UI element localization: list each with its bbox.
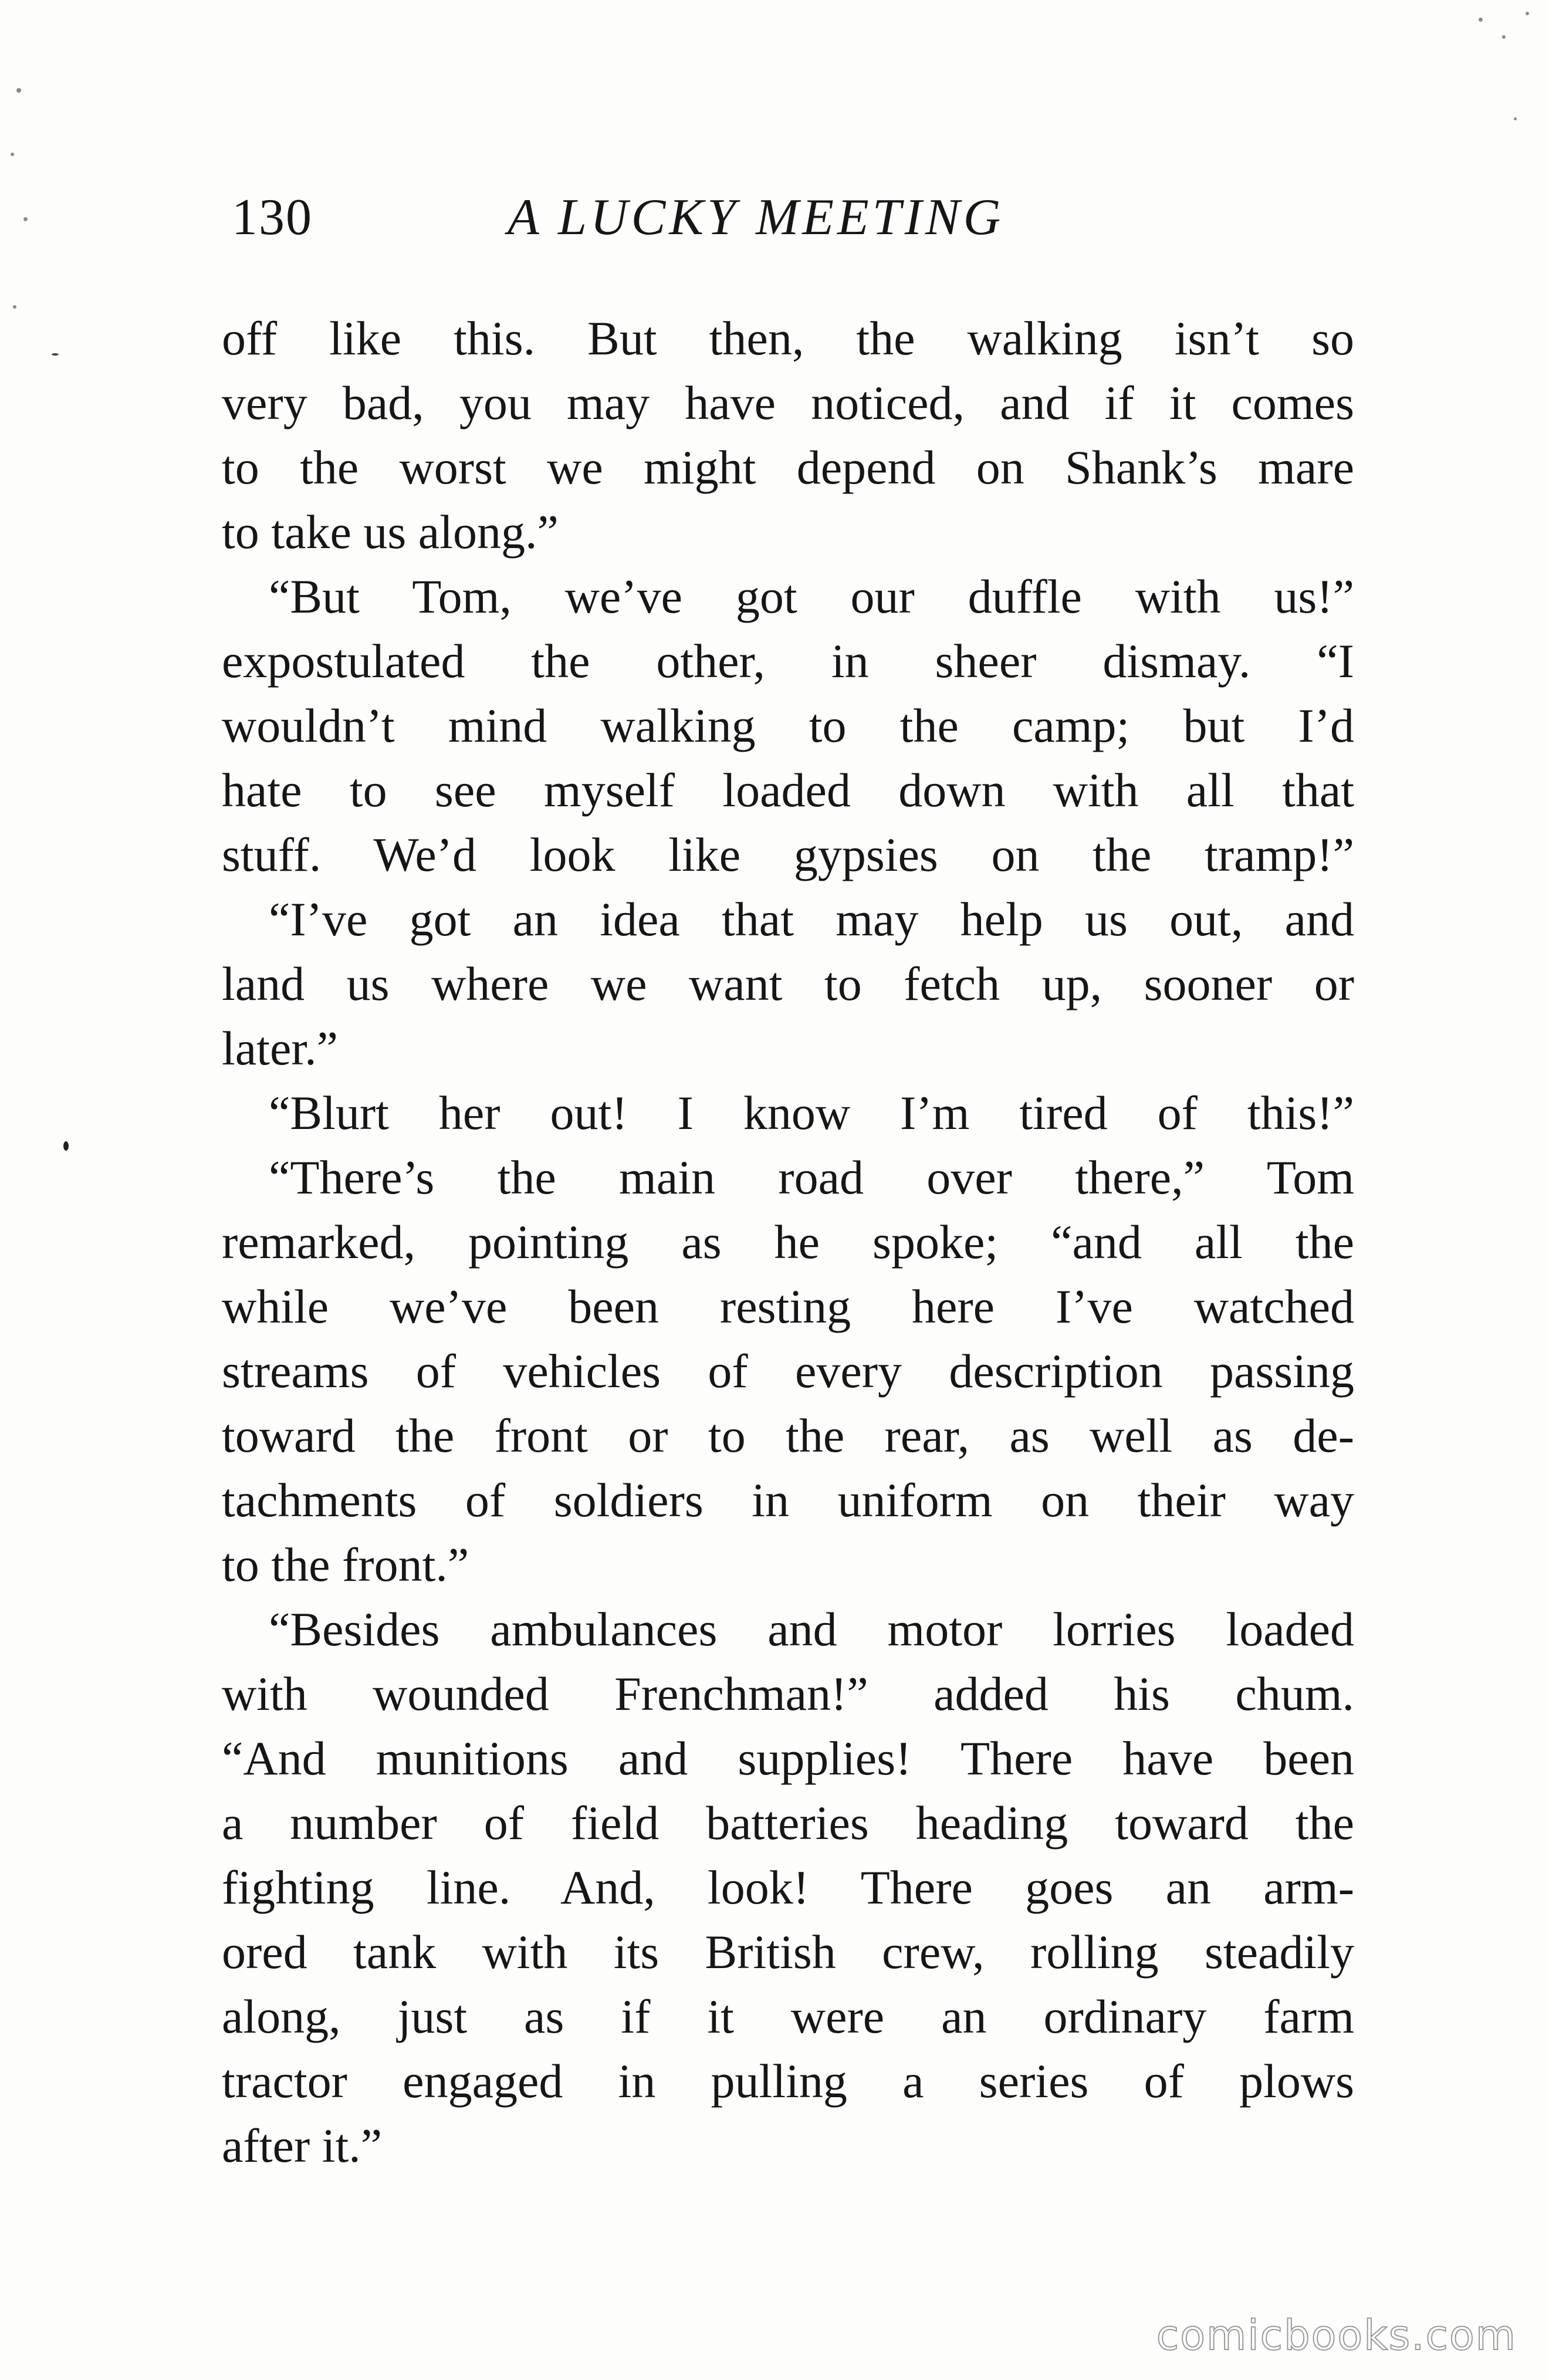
- text-line: “There’s the main road over there,” Tom: [269, 1151, 1354, 1204]
- text-line: “Besides ambulances and motor lorries loaded: [269, 1603, 1354, 1656]
- text-line: to the worst we might depend on Shank’s mare: [222, 441, 1354, 494]
- text-line: later.”: [222, 1022, 339, 1075]
- text-line: toward the front or to the rear, as well as de-: [222, 1409, 1354, 1462]
- print-mark: [63, 1141, 69, 1151]
- text-line: while we’ve been resting here I’ve watched: [222, 1280, 1354, 1333]
- text-line: very bad, you may have noticed, and if it comes: [222, 376, 1354, 430]
- text-line: to take us along.”: [222, 505, 559, 559]
- text-line: remarked, pointing as he spoke; “and all the: [222, 1215, 1354, 1269]
- text-line: stuff. We’d look like gypsies on the tramp!”: [222, 828, 1354, 881]
- text-line: tractor engaged in pulling a series of plows: [222, 2054, 1354, 2108]
- text-line: “Blurt her out! I know I’m tired of this!”: [269, 1086, 1354, 1140]
- print-mark: [52, 353, 59, 356]
- body-text: [222, 306, 1354, 2178]
- edge-speckle: [1479, 18, 1483, 22]
- text-line: “But Tom, we’ve got our duffle with us!”: [269, 570, 1354, 623]
- text-line: to the front.”: [222, 1538, 469, 1591]
- page-number: 130: [232, 189, 313, 246]
- text-line: with wounded Frenchman!” added his chum.: [222, 1667, 1354, 1720]
- text-line: expostulated the other, in sheer dismay. “I: [222, 634, 1354, 688]
- text-line: off like this. But then, the walking isn’t so: [222, 312, 1354, 365]
- edge-speckle: [23, 217, 28, 221]
- text-line: fighting line. And, look! There goes an arm-: [222, 1861, 1354, 1914]
- edge-speckle: [11, 153, 14, 156]
- text-line: tachments of soldiers in uniform on their way: [222, 1473, 1354, 1527]
- running-header: [232, 188, 1088, 258]
- text-line: “And munitions and supplies! There have been: [222, 1732, 1354, 1785]
- edge-speckle: [1526, 12, 1529, 15]
- text-line: hate to see myself loaded down with all that: [222, 763, 1354, 817]
- running-title: A LUCKY MEETING: [508, 189, 1005, 246]
- text-line: wouldn’t mind walking to the camp; but I’d: [222, 699, 1354, 752]
- text-line: a number of field batteries heading toward the: [222, 1796, 1354, 1850]
- text-line: ored tank with its British crew, rolling steadily: [222, 1925, 1354, 1979]
- text-line: along, just as if it were an ordinary farm: [222, 1990, 1354, 2043]
- text-line: after it.”: [222, 2119, 383, 2172]
- text-line: “I’ve got an idea that may help us out, and: [269, 892, 1354, 946]
- edge-speckle: [1514, 117, 1517, 120]
- text-line: streams of vehicles of every description passing: [222, 1344, 1354, 1398]
- edge-speckle: [13, 305, 16, 309]
- edge-speckle: [1502, 35, 1506, 39]
- watermark-logo: comicbooks.com: [1156, 2311, 1517, 2359]
- text-line: land us where we want to fetch up, sooner or: [222, 957, 1354, 1010]
- edge-speckle: [16, 88, 21, 93]
